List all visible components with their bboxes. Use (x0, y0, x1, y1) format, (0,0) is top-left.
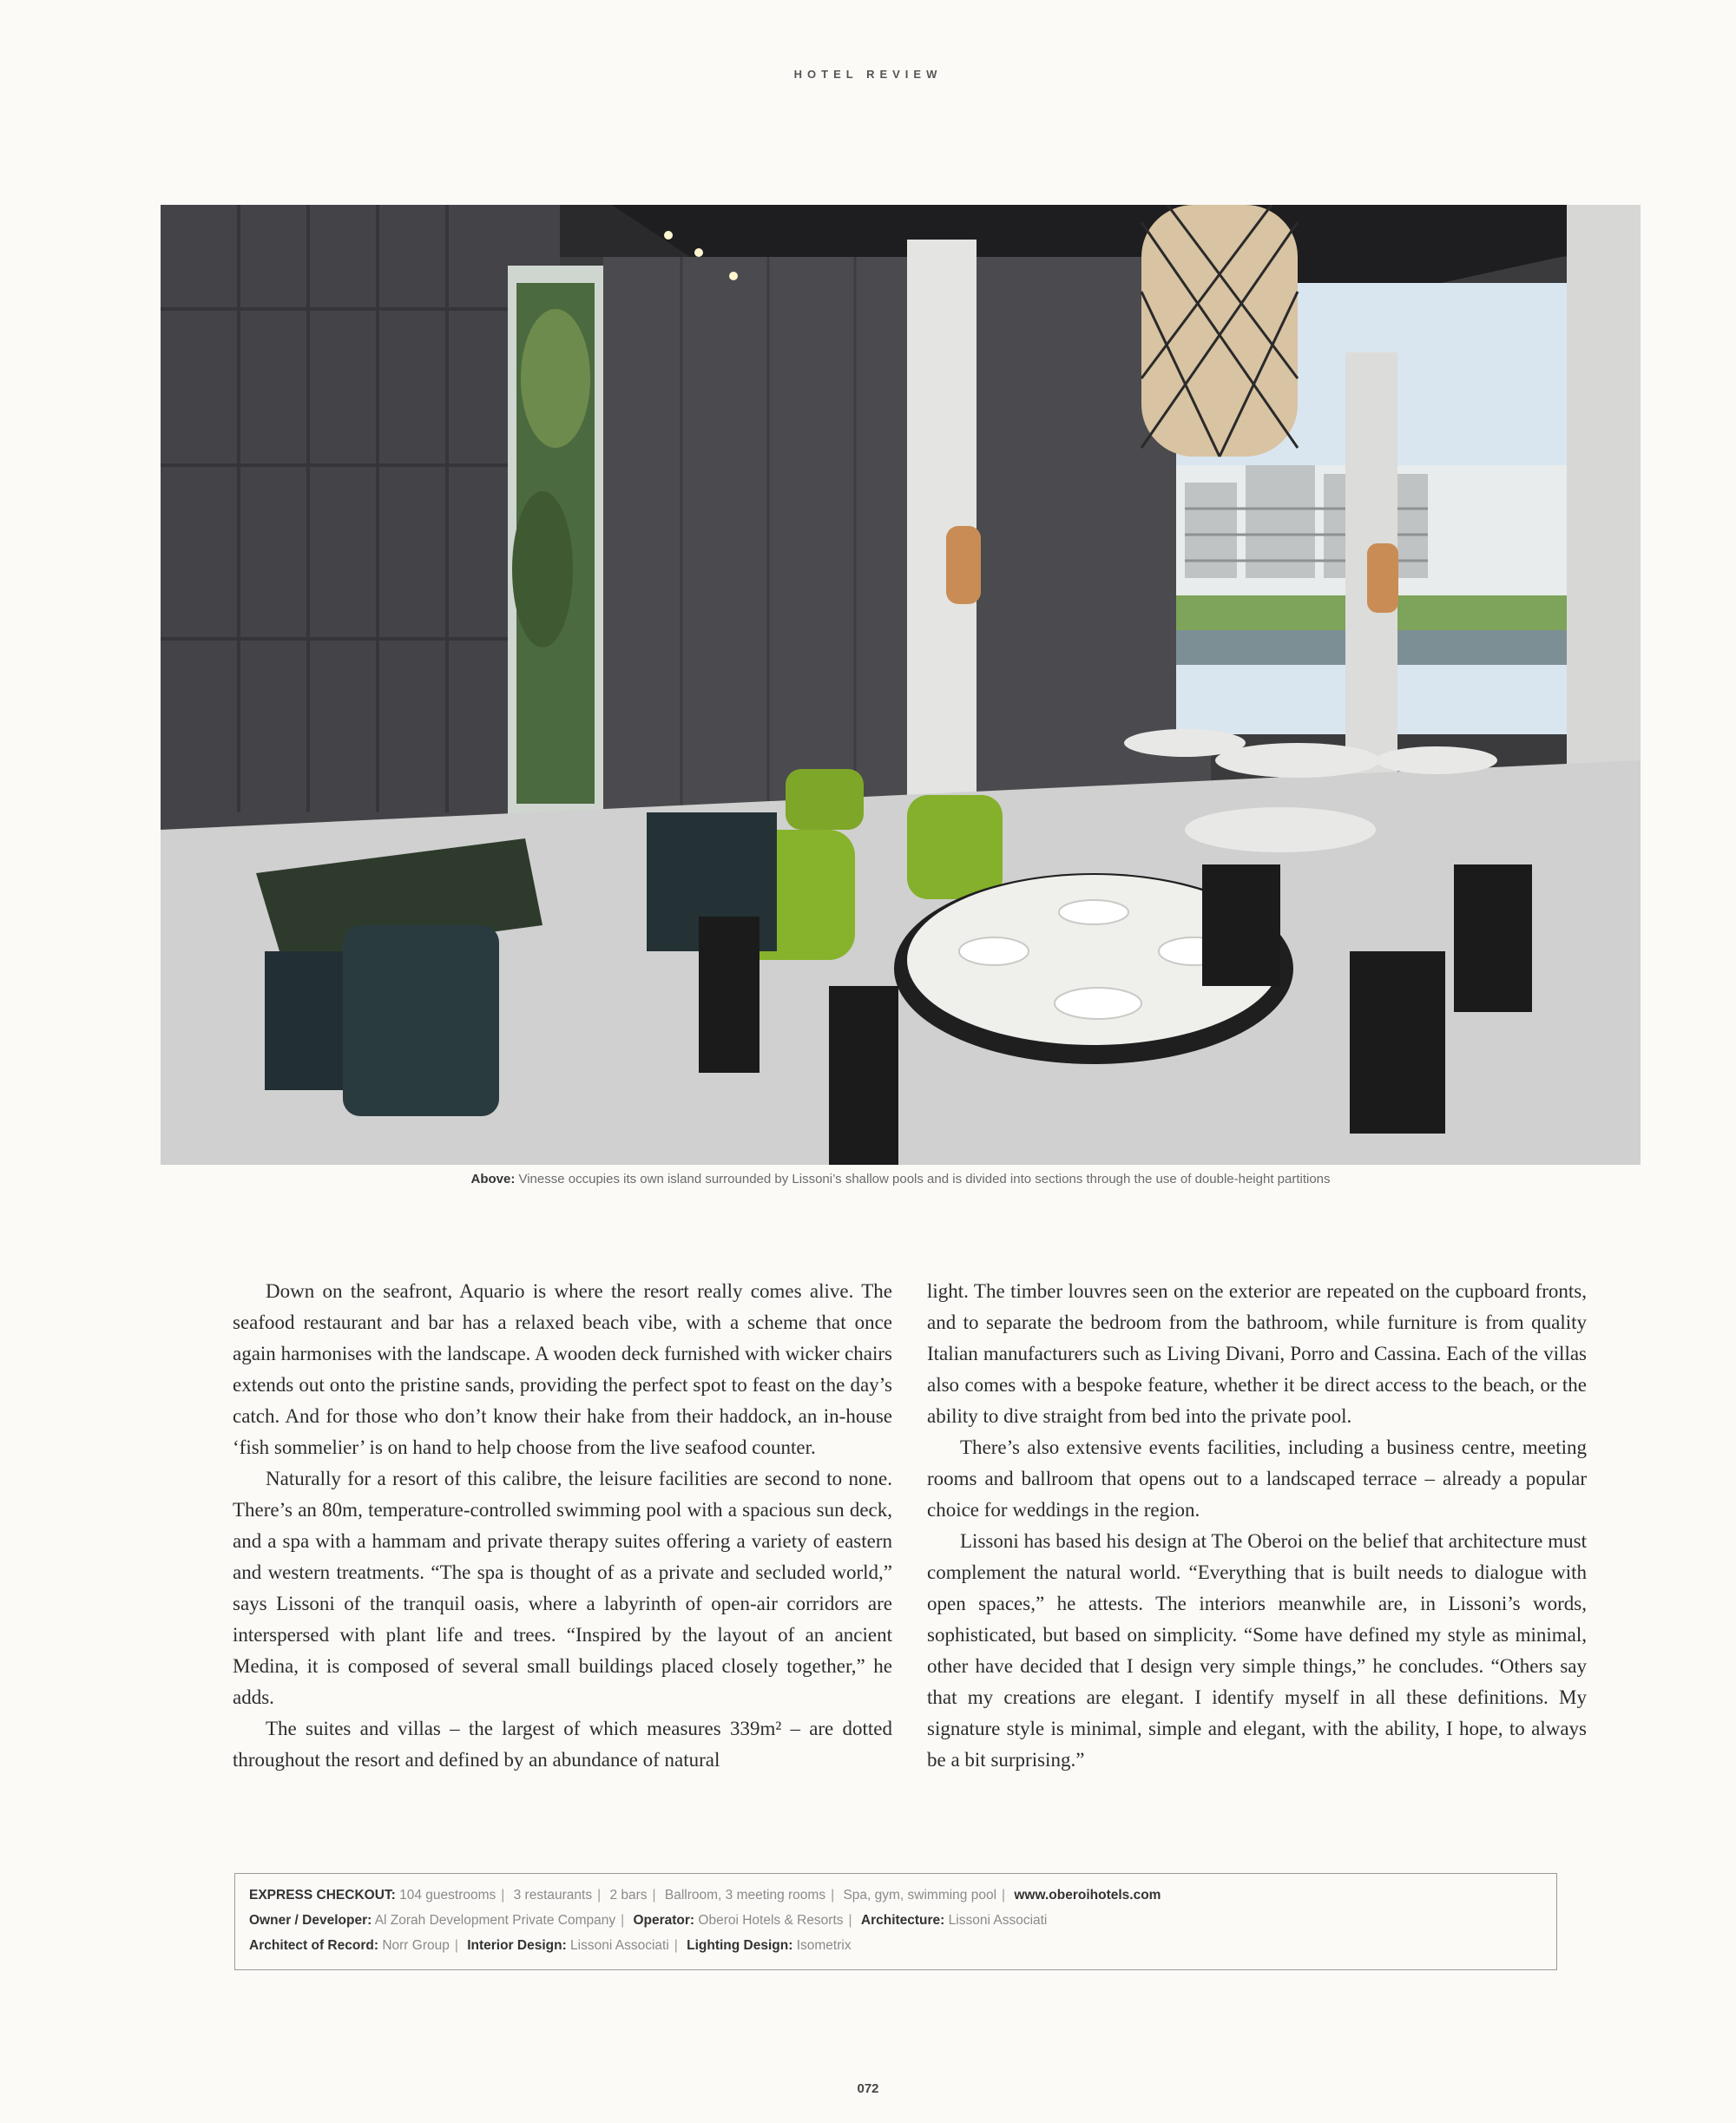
checkout-item: Spa, gym, swimming pool (843, 1888, 997, 1903)
checkout-label: EXPRESS CHECKOUT: (249, 1888, 396, 1903)
lighting-design-value: Isometrix (796, 1938, 852, 1953)
website-link[interactable]: www.oberoihotels.com (1014, 1888, 1161, 1903)
paragraph: Down on the seafront, Aquario is where the resort really comes alive. The seafood restaurant and bar has a relaxed beach vibe, with a scheme that once again harmonises with the landscape. A wooden deck furnished with wicker chairs extends out onto the pristine sands, providing the perfect spot to feast on the day’s catch. And for those who don’t know their hake from their haddock, an in-house ‘fish sommelier’ is on hand to help choose from the live seafood counter. (233, 1280, 892, 1458)
paragraph: light. The timber louvres seen on the exterior are repeated on the cupboard fronts, and to separate the bedroom from the bathroom, while furniture is from quality Italian manufacturers such as Living Divani, Porro and Cassina. Each of the villas also comes with a bespoke feature, whether it be direct access to the beach, or the ability to dive straight from bed into the private pool. (927, 1280, 1587, 1427)
separator: | (454, 1938, 458, 1953)
checkout-item: 2 bars (609, 1888, 648, 1903)
owner-label: Owner / Developer: (249, 1913, 372, 1928)
article-column-right (927, 1276, 1587, 1776)
caption-lead: Above: (470, 1172, 516, 1186)
checkout-row-1 (249, 1883, 1542, 1908)
separator: | (674, 1938, 678, 1953)
operator-label: Operator: (633, 1913, 695, 1928)
separator: | (621, 1913, 625, 1928)
express-checkout-box (234, 1873, 1557, 1970)
caption-text: Vinesse occupies its own island surrounded by Lissoni’s shallow pools and is divided into sections through the use of double-height partitions (515, 1172, 1331, 1186)
section-label: HOTEL REVIEW (793, 68, 943, 81)
paragraph: The suites and villas – the largest of which measures 339m² – are dotted throughout the resort and defined by an abundance of natural (233, 1718, 892, 1771)
architecture-value: Lissoni Associati (948, 1913, 1048, 1928)
architect-of-record-value: Norr Group (382, 1938, 450, 1953)
photo-caption (161, 1172, 1641, 1186)
paragraph: Lissoni has based his design at The Oberoi on the belief that architecture must complement the natural world. “Everything that is built needs to dialogue with open spaces,” he attests. The interiors meanwhile are, in Lissoni’s words, sophisticated, but based on simplicity. “Some have defined my style as minimal, other have decided that I design very simple things,” he concludes. “Others say that my creations are elegant. I identify myself in all these definitions. My signature style is minimal, simple and elegant, with the ability, I hope, to always be a bit surprising.” (927, 1530, 1587, 1771)
architect-of-record-label: Architect of Record: (249, 1938, 378, 1953)
owner-value: Al Zorah Development Private Company (374, 1913, 616, 1928)
interior-design-label: Interior Design: (467, 1938, 567, 1953)
checkout-item: 3 restaurants (513, 1888, 593, 1903)
architecture-label: Architecture: (860, 1913, 945, 1928)
interior-design-value: Lissoni Associati (570, 1938, 669, 1953)
checkout-item: 104 guestrooms (399, 1888, 496, 1903)
separator: | (501, 1888, 505, 1903)
article-column-left (233, 1276, 892, 1776)
lighting-design-label: Lighting Design: (687, 1938, 793, 1953)
separator: | (652, 1888, 656, 1903)
separator: | (831, 1888, 835, 1903)
restaurant-photo (161, 205, 1641, 1165)
page-number: 072 (857, 2081, 879, 2096)
separator: | (848, 1913, 852, 1928)
operator-value: Oberoi Hotels & Resorts (698, 1913, 844, 1928)
checkout-row-3 (249, 1933, 1542, 1958)
checkout-row-2 (249, 1908, 1542, 1933)
separator: | (597, 1888, 602, 1903)
paragraph: Naturally for a resort of this calibre, the leisure facilities are second to none. There’s an 80m, temperature-controlled swimming pool with a spacious sun deck, and a spa with a hammam and private therapy suites offering a variety of eastern and western treatments. “The spa is thought of as a private and secluded world,” says Lissoni of the tranquil oasis, where a labyrinth of open-air corridors are interspersed with plant life and trees. “Inspired by the layout of an ancient Medina, it is composed of several small buildings placed closely together,” he adds. (233, 1468, 892, 1708)
paragraph: There’s also extensive events facilities, including a business centre, meeting rooms and ballroom that opens out to a landscaped terrace – already a popular choice for weddings in the region. (927, 1436, 1587, 1521)
checkout-item: Ballroom, 3 meeting rooms (664, 1888, 826, 1903)
separator: | (1002, 1888, 1006, 1903)
